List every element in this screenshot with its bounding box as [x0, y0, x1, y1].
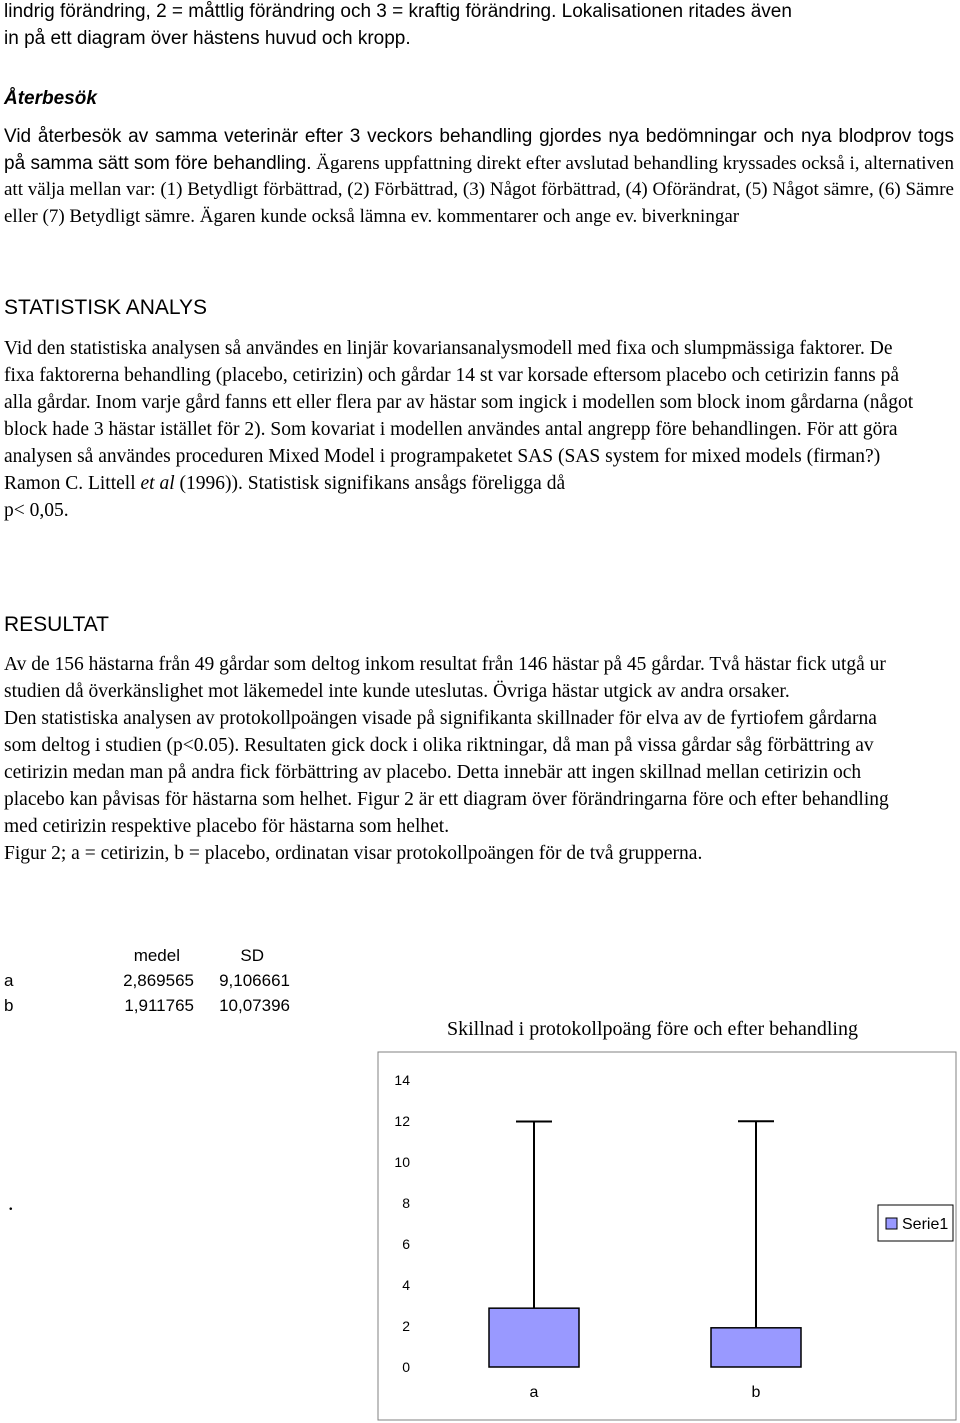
intro-line-1: lindrig förändring, 2 = måttlig förändring och 3 = kraftig förändring. Lokalisationen ritades även [4, 1, 792, 22]
intro-line-2: in på ett diagram över hästens huvud och kropp. [4, 27, 411, 49]
legend-swatch [886, 1218, 897, 1229]
legend [878, 1205, 953, 1241]
stats-row-label: a [4, 971, 14, 990]
stats-header-medel: medel [133, 946, 180, 965]
bar-a [489, 1308, 579, 1367]
statistik-heading: STATISTISK ANALYS [4, 296, 208, 319]
x-tick-label: b [751, 1384, 761, 1401]
statistik-text-before: Vid den statistiska analysen så användes en linjär kovariansanalysmodell med fixa och slumpmässiga faktorer. De fixa faktorerna behandling (placebo, cetirizin) och gårdar 14 st var korsade eftersom placebo och cetirizin fanns på alla gårdar. Inom varje gård fanns ett eller flera par av hästar som ingick i modellen som block inom gårdarna (något block hade 3 hästar istället för 2). Som kovariat i modellen användes antal angrepp före behandlingen. För att göra analysen så användes proceduren Mixed Model i programpaketet SAS (SAS system for mixed models (firman?) Ramon C. Littell [4, 338, 914, 494]
stats-row-label: b [4, 996, 14, 1015]
y-tick-label: 8 [402, 1195, 410, 1211]
stats-row-mean: 1,911765 [124, 996, 194, 1015]
aterbesok-heading: Återbesök [4, 88, 97, 109]
stats-header-sd: SD [240, 946, 264, 965]
stats-row-sd: 10,07396 [219, 996, 290, 1015]
stats-row-sd: 9,106661 [219, 971, 290, 990]
y-tick-label: 4 [402, 1277, 410, 1293]
chart-title: Skillnad i protokollpoäng före och efter behandling [446, 1018, 858, 1040]
bar-b [711, 1328, 801, 1367]
resultat-paragraph-1: Av de 156 hästarna från 49 gårdar som deltog inkom resultat från 146 hästar på 45 gårdar. Två hästar fick utgå ur studien då överkänslighet mot läkemedel inte kunde uteslutas. Övriga hästar utgick av andra orsaker. [4, 654, 886, 702]
chart-area-border [378, 1052, 956, 1420]
y-tick-label: 14 [394, 1072, 410, 1088]
statistik-et-al: et al [140, 473, 175, 494]
y-tick-label: 12 [394, 1113, 410, 1129]
aterbesok-text-b: Ägarens uppfattning direkt efter avslutad behandling kryssades också i, alternativen att välja mellan var: (1) Betydligt förbättrad, (2) Förbättrad, (3) Något förbättrad, (4) Oförändrat, (5) Något sämre, (6) Sämre eller (7) Betydligt sämre. Ägaren kunde också lämna ev. kommentarer och ange ev. biverkningar [4, 152, 954, 227]
y-tick-label: 6 [402, 1236, 410, 1252]
resultat-paragraph-3: Figur 2; a = cetirizin, b = placebo, ordinatan visar protokollpoängen för de två grupperna. [4, 843, 703, 864]
y-tick-label: 2 [402, 1318, 410, 1334]
statistik-text-after: (1996)). Statistisk signifikans ansågs föreligga då [174, 473, 566, 494]
legend-label: Serie1 [902, 1216, 949, 1233]
stats-row-mean: 2,869565 [123, 971, 194, 990]
resultat-paragraph-2: Den statistiska analysen av protokollpoängen visade på signifikanta skillnader för elva av de fyrtiofem gårdarna som deltog i studien (p<0.05). Resultaten gick dock i olika riktningar, då man på vissa gårdar såg förbättring av cetirizin medan man på andra fick förbättring av placebo. Detta innebär att ingen skillnad mellan cetirizin och placebo kan påvisas för hästarna som helhet. Figur 2 är ett diagram över förändringarna före och efter behandling med cetirizin respektive placebo för hästarna som helhet. [4, 708, 889, 837]
x-tick-label: a [529, 1384, 539, 1401]
y-tick-label: 10 [394, 1154, 410, 1170]
resultat-heading: RESULTAT [4, 613, 110, 636]
stray-dot: . [8, 1190, 14, 1215]
statistik-last-line: p< 0,05. [4, 500, 69, 521]
y-tick-label: 0 [402, 1359, 410, 1375]
aterbesok-text-a: Vid återbesök av samma veterinär efter 3 veckors behandling gjordes nya bedömningar och nya blodprov togs på samma sätt som före behandling. [4, 126, 954, 174]
